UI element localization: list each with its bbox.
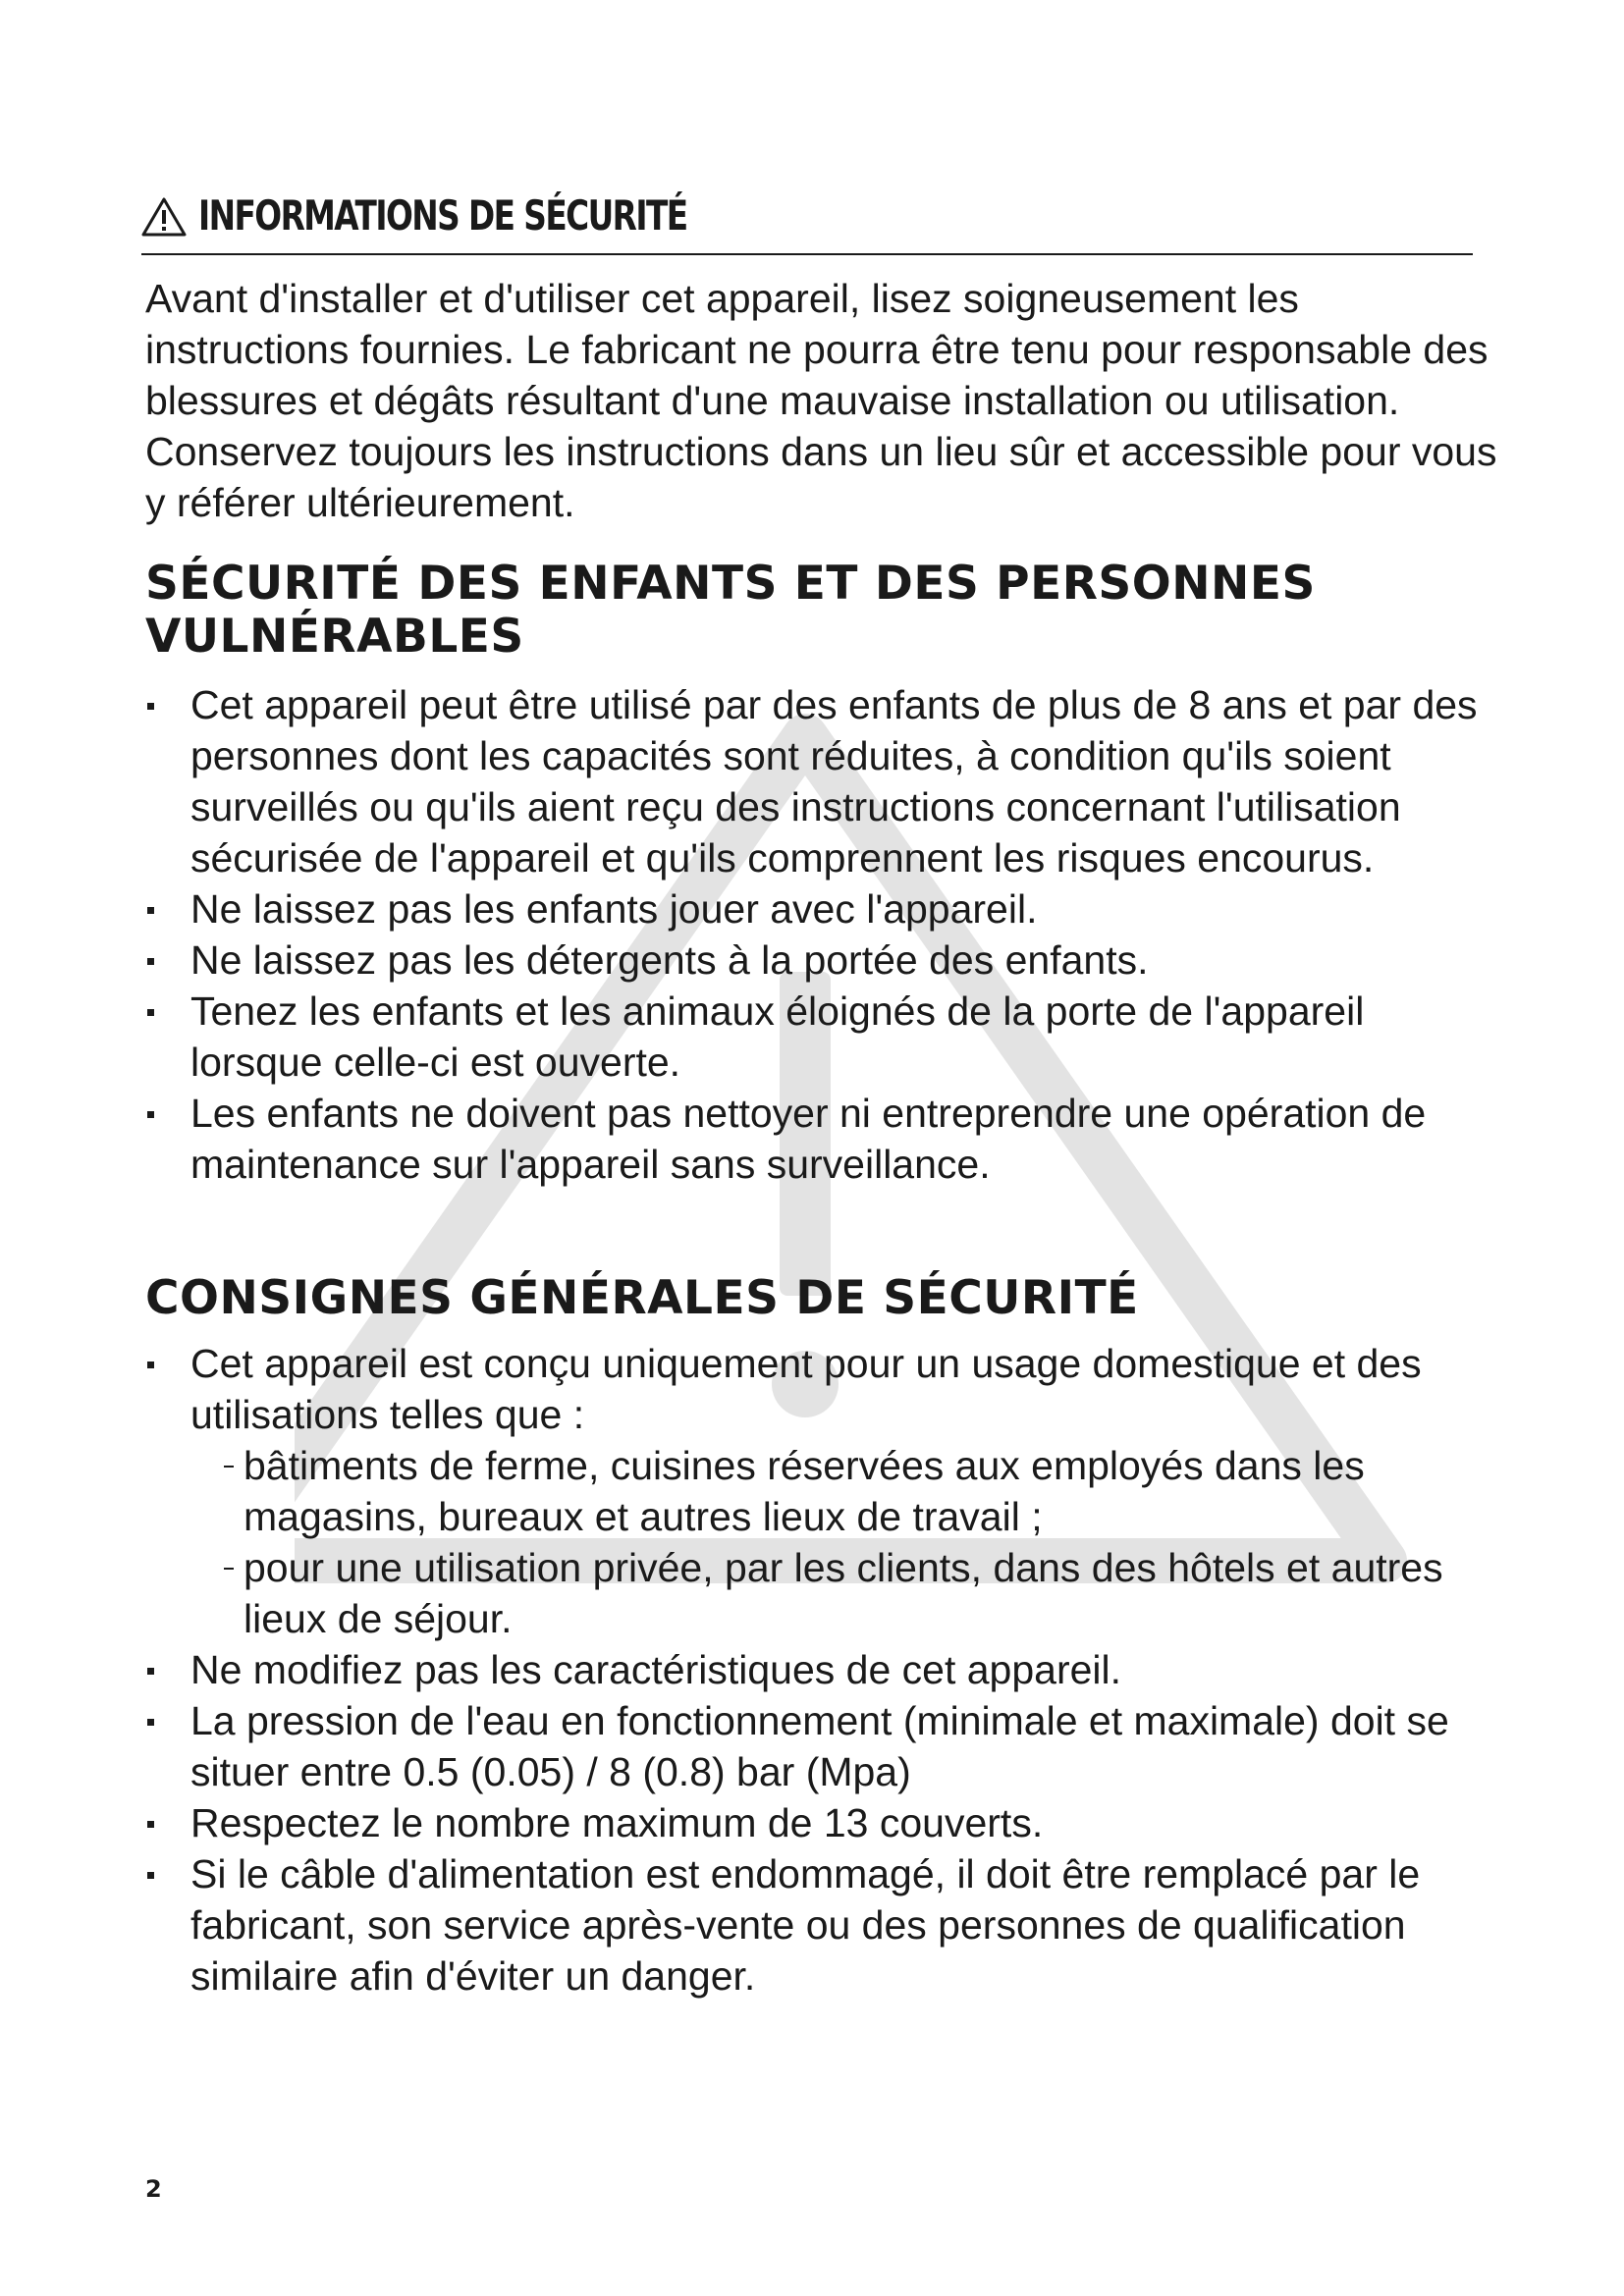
list-item: Respectez le nombre maximum de 13 couverts. <box>145 1797 1490 1848</box>
sub-list-item: pour une utilisation privée, par les clients, dans des hôtels et autres lieux de séjour. <box>200 1542 1490 1644</box>
sub-list-item: bâtiments de ferme, cuisines réservées aux employés dans les magasins, bureaux et autres lieux de travail ; <box>200 1440 1490 1542</box>
intro-text: Avant d'installer et d'utiliser cet appareil, lisez soigneusement les instructions fournies. Le fabricant ne pourra être tenu pour responsable des blessures et dégâts résultant d'une mauvaise installation ou utilisation. Conservez toujours les instructions dans un lieu sûr et accessible pour vous y référer ultérieurement. <box>145 276 1497 525</box>
section-title-child-safety: SÉCURITÉ DES ENFANTS ET DES PERSONNES VULNÉRABLES <box>145 557 1316 664</box>
intro-paragraph <box>145 273 1500 528</box>
sub-list <box>190 1440 1490 1644</box>
list-item: Cet appareil peut être utilisé par des enfants de plus de 8 ans et par des personnes dont les capacités sont réduites, à condition qu'ils soient surveillés ou qu'ils aient reçu des instructions concernant l'utilisation sécurisée de l'appareil et qu'ils comprennent les risques encourus. <box>145 679 1490 883</box>
safety-header <box>141 192 1473 255</box>
list-item: Les enfants ne doivent pas nettoyer ni entreprendre une opération de maintenance sur l'appareil sans surveillance. <box>145 1088 1490 1190</box>
list-item: Si le câble d'alimentation est endommagé, il doit être remplacé par le fabricant, son service après-vente ou des personnes de qualification similaire afin d'éviter un danger. <box>145 1848 1490 2002</box>
section-title-general-safety: CONSIGNES GÉNÉRALES DE SÉCURITÉ <box>145 1271 1139 1325</box>
list-item: Ne modifiez pas les caractéristiques de cet appareil. <box>145 1644 1490 1695</box>
general-safety-list <box>145 1338 1490 2002</box>
list-item: Cet appareil est conçu uniquement pour un usage domestique et des utilisations telles que : bâtiments de ferme, cuisines réservées aux employés dans les magasins, bureaux et autres lieux de travail ; pour une utilisation privée, par les clients, dans des hôtels et autres lieux de séjour. <box>145 1338 1490 1644</box>
warning-icon <box>141 196 187 238</box>
list-item: Ne laissez pas les enfants jouer avec l'appareil. <box>145 883 1490 934</box>
page-number: 2 <box>145 2175 162 2203</box>
list-item: Tenez les enfants et les animaux éloignés de la porte de l'appareil lorsque celle-ci est ouverte. <box>145 986 1490 1088</box>
list-item: La pression de l'eau en fonctionnement (minimale et maximale) doit se situer entre 0.5 (0.05) / 8 (0.8) bar (Mpa) <box>145 1695 1490 1797</box>
child-safety-list <box>145 679 1490 1190</box>
header-title: INFORMATIONS DE SÉCURITÉ <box>198 191 687 240</box>
list-item: Ne laissez pas les détergents à la portée des enfants. <box>145 934 1490 986</box>
